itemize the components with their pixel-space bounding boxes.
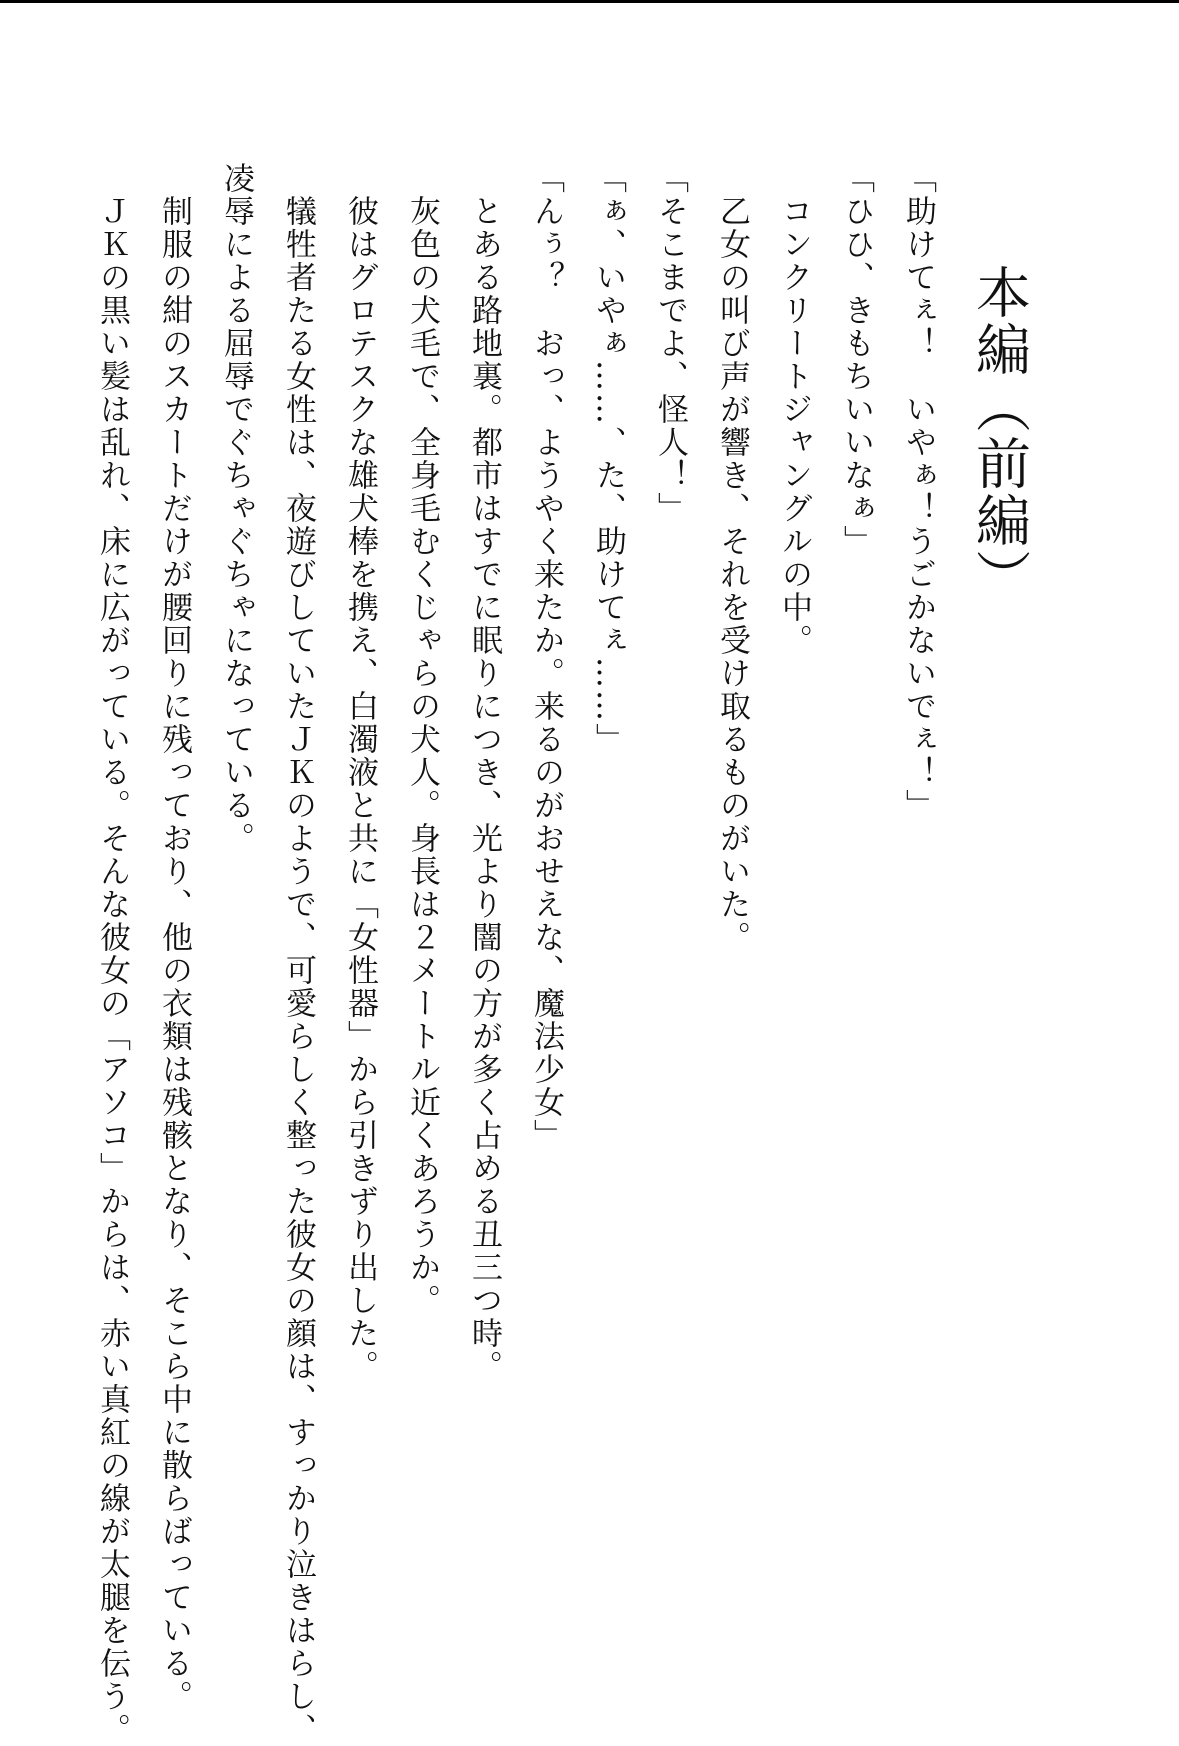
text-line: 制服の紺のスカートだけが腰回りに残っており、他の衣類は残骸となり、そこら中に散らばっている。 xyxy=(156,162,192,1713)
text-line: 「ぁ、いやぁ……、た、助けてぇ……」 xyxy=(590,162,626,756)
body-text xyxy=(81,162,949,1746)
text-line: 凌辱による屈辱でぐちゃぐちゃになっている。 xyxy=(218,162,254,855)
text-line: 乙女の叫び声が響き、それを受け取るものがいた。 xyxy=(714,162,750,954)
text-line: コンクリートジャングルの中。 xyxy=(776,162,812,657)
page-title: 本編（前編） xyxy=(967,264,1031,606)
text-line: 「んぅ？ おっ、ようやく来たか。来るのがおせえな、魔法少女」 xyxy=(528,162,564,1152)
text-line: 「ひひ、きもちいいなぁ」 xyxy=(838,162,874,558)
text-line: 「助けてぇ！ いやぁ！うごかないでぇ！」 xyxy=(900,162,936,822)
text-line: 彼はグロテスクな雄犬棒を携え、白濁液と共に「女性器」から引きずり出した。 xyxy=(342,162,378,1383)
text-line: 灰色の犬毛で、全身毛むくじゃらの犬人。身長は２メートル近くあろうか。 xyxy=(404,162,440,1317)
text-line: とある路地裏。都市はすでに眠りにつき、光より闇の方が多く占める丑三つ時。 xyxy=(466,162,502,1383)
text-line: 「そこまでよ、怪人！」 xyxy=(652,162,688,525)
text-line: 犠牲者たる女性は、夜遊びしていたＪＫのようで、可愛らしく整った彼女の顔は、すっかり泣きはらし、 xyxy=(280,162,316,1746)
text-line: ＪＫの黒い髪は乱れ、床に広がっている。そんな彼女の「アソコ」からは、赤い真紅の線が太腿を伝う。 xyxy=(94,162,130,1746)
top-rule xyxy=(0,0,1179,3)
